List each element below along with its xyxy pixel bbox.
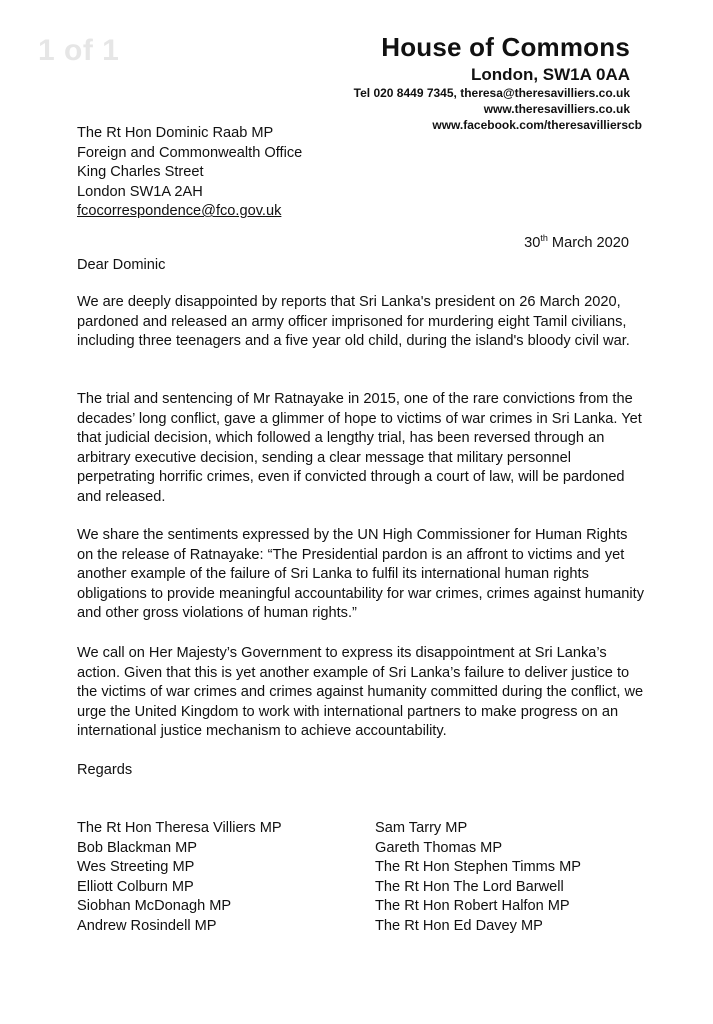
recipient-name: The Rt Hon Dominic Raab MP bbox=[77, 125, 274, 141]
letterhead-contact: Tel 020 8449 7345, theresa@theresavilliers.co.uk bbox=[353, 86, 630, 100]
signatories-left bbox=[77, 819, 282, 936]
letterhead-title: House of Commons bbox=[381, 32, 630, 62]
signatory: Siobhan McDonagh MP bbox=[77, 898, 232, 914]
recipient-city: London SW1A 2AH bbox=[77, 183, 203, 200]
letterhead-website: www.theresavilliers.co.uk bbox=[483, 102, 630, 116]
date-suffix: th bbox=[540, 233, 548, 243]
letterhead-facebook: www.facebook.com/theresavillierscb bbox=[432, 118, 642, 132]
date-rest: March 2020 bbox=[547, 235, 629, 251]
signatory: Bob Blackman MP bbox=[77, 839, 198, 856]
signatory: The Rt Hon Ed Davey MP bbox=[375, 917, 543, 934]
recipient-street: King Charles Street bbox=[77, 164, 204, 180]
page-counter: 1 of 1 bbox=[38, 34, 120, 67]
letter-date bbox=[524, 233, 629, 253]
signatories-right bbox=[375, 819, 581, 936]
signatory: The Rt Hon Theresa Villiers MP bbox=[77, 820, 282, 836]
recipient-address bbox=[77, 124, 302, 222]
signatory: Gareth Thomas MP bbox=[375, 839, 503, 856]
paragraph-1: We are deeply disappointed by reports that Sri Lanka's president on 26 March 2020, pardoned and released an army officer imprisoned for murdering eight Tamil civilians, including three teenagers and a five year old child, during the island's bloody civil war. bbox=[77, 294, 630, 349]
paragraph-4: We call on Her Majesty’s Government to express its disappointment at Sri Lanka’s action. Given that this is yet another example of Sri Lanka’s failure to deliver justice to the victims of war crimes and crimes against humanity committed during the conflict, we urge the United Kingdom to work with international partners to make progress on an international justice mechanism to achieve accountability. bbox=[77, 645, 644, 739]
signatory: Andrew Rosindell MP bbox=[77, 917, 217, 934]
signatory: The Rt Hon The Lord Barwell bbox=[375, 878, 564, 895]
letterhead-city: London, SW1A 0AA bbox=[471, 65, 630, 84]
recipient-office: Foreign and Commonwealth Office bbox=[77, 144, 303, 161]
recipient-email-link[interactable]: fcocorrespondence@fco.gov.uk bbox=[77, 203, 282, 219]
date-day: 30 bbox=[524, 235, 541, 251]
closing: Regards bbox=[77, 762, 133, 778]
paragraph-2: The trial and sentencing of Mr Ratnayake in 2015, one of the rare convictions from the decades’ long conflict, gave a glimmer of hope to victims of war crimes in Sri Lanka. Yet that judicial decision, which followed a lengthy trial, has been reversed through an arbitrary executive decision, sending a clear message that military personnel perpetrating horrific crimes, even if convicted through a court of law, will be pardoned and released. bbox=[77, 391, 642, 505]
signatory: Elliott Colburn MP bbox=[77, 878, 194, 895]
letterhead bbox=[210, 32, 642, 133]
signatory: The Rt Hon Stephen Timms MP bbox=[375, 859, 582, 875]
paragraph-3: We share the sentiments expressed by the UN High Commissioner for Human Rights on the release of Ratnayake: “The Presidential pardon is an affront to victims and yet another example of the failure of Sri Lanka to fulfil its international human rights obligations to provide meaningful accountability for war crimes, crimes against humanity and other gross violations of human rights.” bbox=[77, 527, 644, 621]
salutation: Dear Dominic bbox=[77, 257, 166, 273]
signatory: Wes Streeting MP bbox=[77, 859, 195, 875]
signatory: The Rt Hon Robert Halfon MP bbox=[375, 898, 570, 914]
signatory: Sam Tarry MP bbox=[375, 820, 468, 836]
